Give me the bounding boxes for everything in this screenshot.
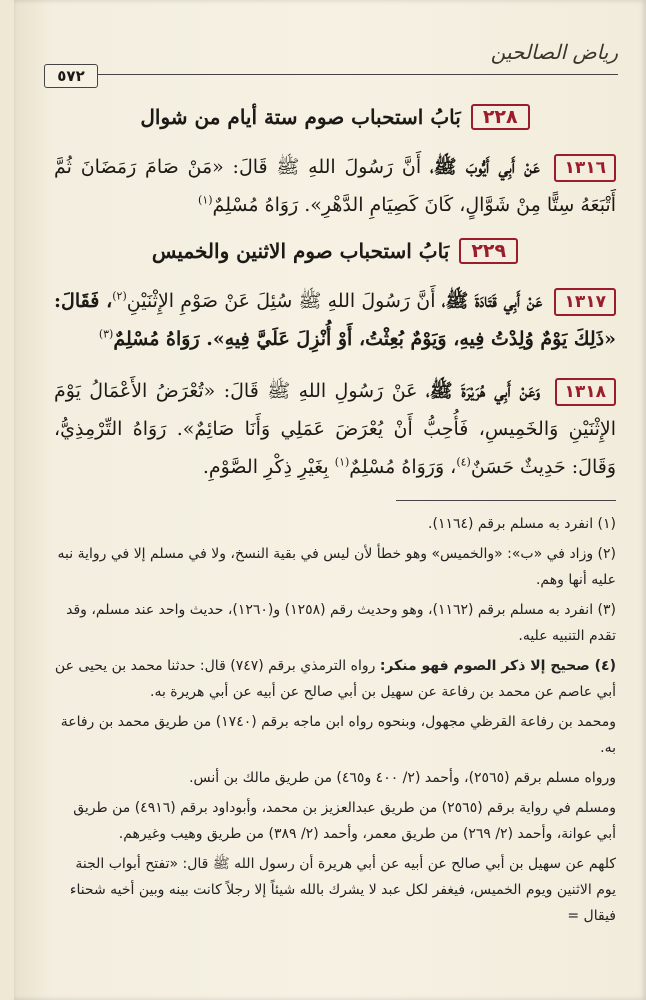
hadith-number: ١٣١٧ xyxy=(554,288,616,316)
footnote-line: ورواه مسلم برقم (٢٥٦٥)، وأحمد (٢/ ٤٠٠ و٤٦٥) من طريق مالك بن أنس. xyxy=(189,770,616,786)
footnote-text: رواه الترمذي برقم (٧٤٧) قال: حدثنا محمد بن يحيى عن أبي عاصم عن محمد بن رفاعة عن سهيل بن أبي صالح عن أبيه عن أبي هريرة به. xyxy=(54,658,616,700)
chapter-number: ٢٢٨ xyxy=(471,104,530,130)
footnote-ref: (١) xyxy=(334,455,350,469)
footnote-rule xyxy=(396,500,616,501)
hadith-text: بِغَيْرِ ذِكْرِ الصَّوْمِ. xyxy=(202,456,335,478)
hadith-opening: وَعَنْ أَبِي هُرَيْرَةَ ﷺ، xyxy=(425,380,541,402)
page-number: ٥٧٢ xyxy=(44,64,98,88)
footnote: (١) انفرد به مسلم برقم (١١٦٤). xyxy=(428,516,616,532)
footnote: (٣) انفرد به مسلم برقم (١١٦٢)، وهو وحديث رقم (١٢٥٨) و(١٢٦٠)، حديث واحد عند مسلم، وقد تقدم التنبيه عليه. xyxy=(66,602,616,644)
chapter-heading xyxy=(54,104,616,130)
hadith-text: أَنَّ رَسُولَ اللهِ ﷺ سُئِلَ عَنْ صَوْمِ الإِثْنَيْنِ xyxy=(126,290,436,312)
hadith-1316 xyxy=(54,148,616,224)
footnote-ref: (٢) xyxy=(112,289,127,303)
chapter-title: بَابُ استحباب صوم ستة أيام من شوال xyxy=(140,105,461,129)
page-header xyxy=(44,40,618,92)
hadith-text: ، فَقَالَ: «ذَلِكَ يَوْمٌ وُلِدْتُ فِيهِ، وَيَوْمٌ بُعِثْتُ، أَوْ أُنْزِلَ عَلَيَّ فِيهِ». رَوَاهُ مُسْلِمٌ xyxy=(54,290,616,350)
chapter-number: ٢٢٩ xyxy=(459,238,518,264)
footnote-ref: (١) xyxy=(198,193,213,207)
footnotes xyxy=(54,511,616,929)
footnote-ref: (٣) xyxy=(98,327,114,341)
footnote-lead: (٤) صحيح إلا ذكر الصوم فهو منكر: xyxy=(379,658,616,674)
hadith-number: ١٣١٨ xyxy=(555,378,617,406)
footnote-ref: (٤) xyxy=(456,455,471,469)
hadith-text: عَنْ رَسُولِ اللهِ ﷺ قَالَ: «تُعْرَضُ الأَعْمَالُ يَوْمَ الإِثْنَيْنِ وَالخَمِيسِ، فَأُحِبُّ أَنْ يُعْرَضَ عَمَلِي وَأَنَا صَائِمٌ». رَوَاهُ التِّرْمِذِيُّ، وَقَالَ: حَدِيثٌ حَسَنٌ xyxy=(54,380,616,478)
hadith-1317 xyxy=(54,282,616,358)
footnote-line: كلهم عن سهيل بن أبي صالح عن أبيه عن أبي هريرة أن رسول الله ﷺ قال: «تفتح أبواب الجنة يوم الاثنين ويوم الخميس، فيغفر لكل عبد لا يشرك بالله شيئاً إلا رجلاً كانت بينه وبين أخيه شحناء فيقال = xyxy=(69,856,616,924)
footnote-line: ومحمد بن رفاعة القرظي مجهول، وبنحوه رواه ابن ماجه برقم (١٧٤٠) من طريق محمد بن رفاعة به. xyxy=(60,714,616,756)
footnote-line: ومسلم في رواية برقم (٢٥٦٥) من طريق عبدالعزيز بن محمد، وأبوداود برقم (٤٩١٦) من طريق أبي عوانة، وأحمد (٢/ ٢٦٩) من طريق معمر، وأحمد (٢/ ٣٨٩) من طريق وهيب وغيرهم. xyxy=(73,800,616,842)
hadith-opening: عَنْ أَبِي أَيُّوبَ ﷺ، xyxy=(429,156,540,178)
hadith-1318 xyxy=(54,372,616,486)
page-body xyxy=(54,98,616,933)
book-page xyxy=(14,0,646,1000)
chapter-title: بَابُ استحباب صوم الاثنين والخميس xyxy=(151,239,450,263)
footnote-4 xyxy=(54,653,616,705)
chapter-heading xyxy=(54,238,616,264)
hadith-number: ١٣١٦ xyxy=(554,154,616,182)
running-title: رياض الصالحين xyxy=(490,40,618,64)
hadith-opening: عَنْ أَبِي قَتَادَةَ ﷺ، xyxy=(441,290,543,312)
hadith-text: ، وَرَوَاهُ مُسْلِمٌ xyxy=(349,456,457,478)
footnote: (٢) وزاد في «ب»: «والخميس» وهو خطأ لأن ليس في بقية النسخ، ولا في مسلم إلا في رواية نبه عليه أنها وهم. xyxy=(57,546,616,588)
header-rule xyxy=(44,74,618,75)
hadith-text: أَنَّ رَسُولَ اللهِ ﷺ قَالَ: «مَنْ صَامَ رَمَضَانَ ثُمَّ أَتْبَعَهُ سِتًّا مِنْ شَوَّالٍ، كَانَ كَصِيَامِ الدَّهْرِ». رَوَاهُ مُسْلِمٌ xyxy=(54,156,616,216)
